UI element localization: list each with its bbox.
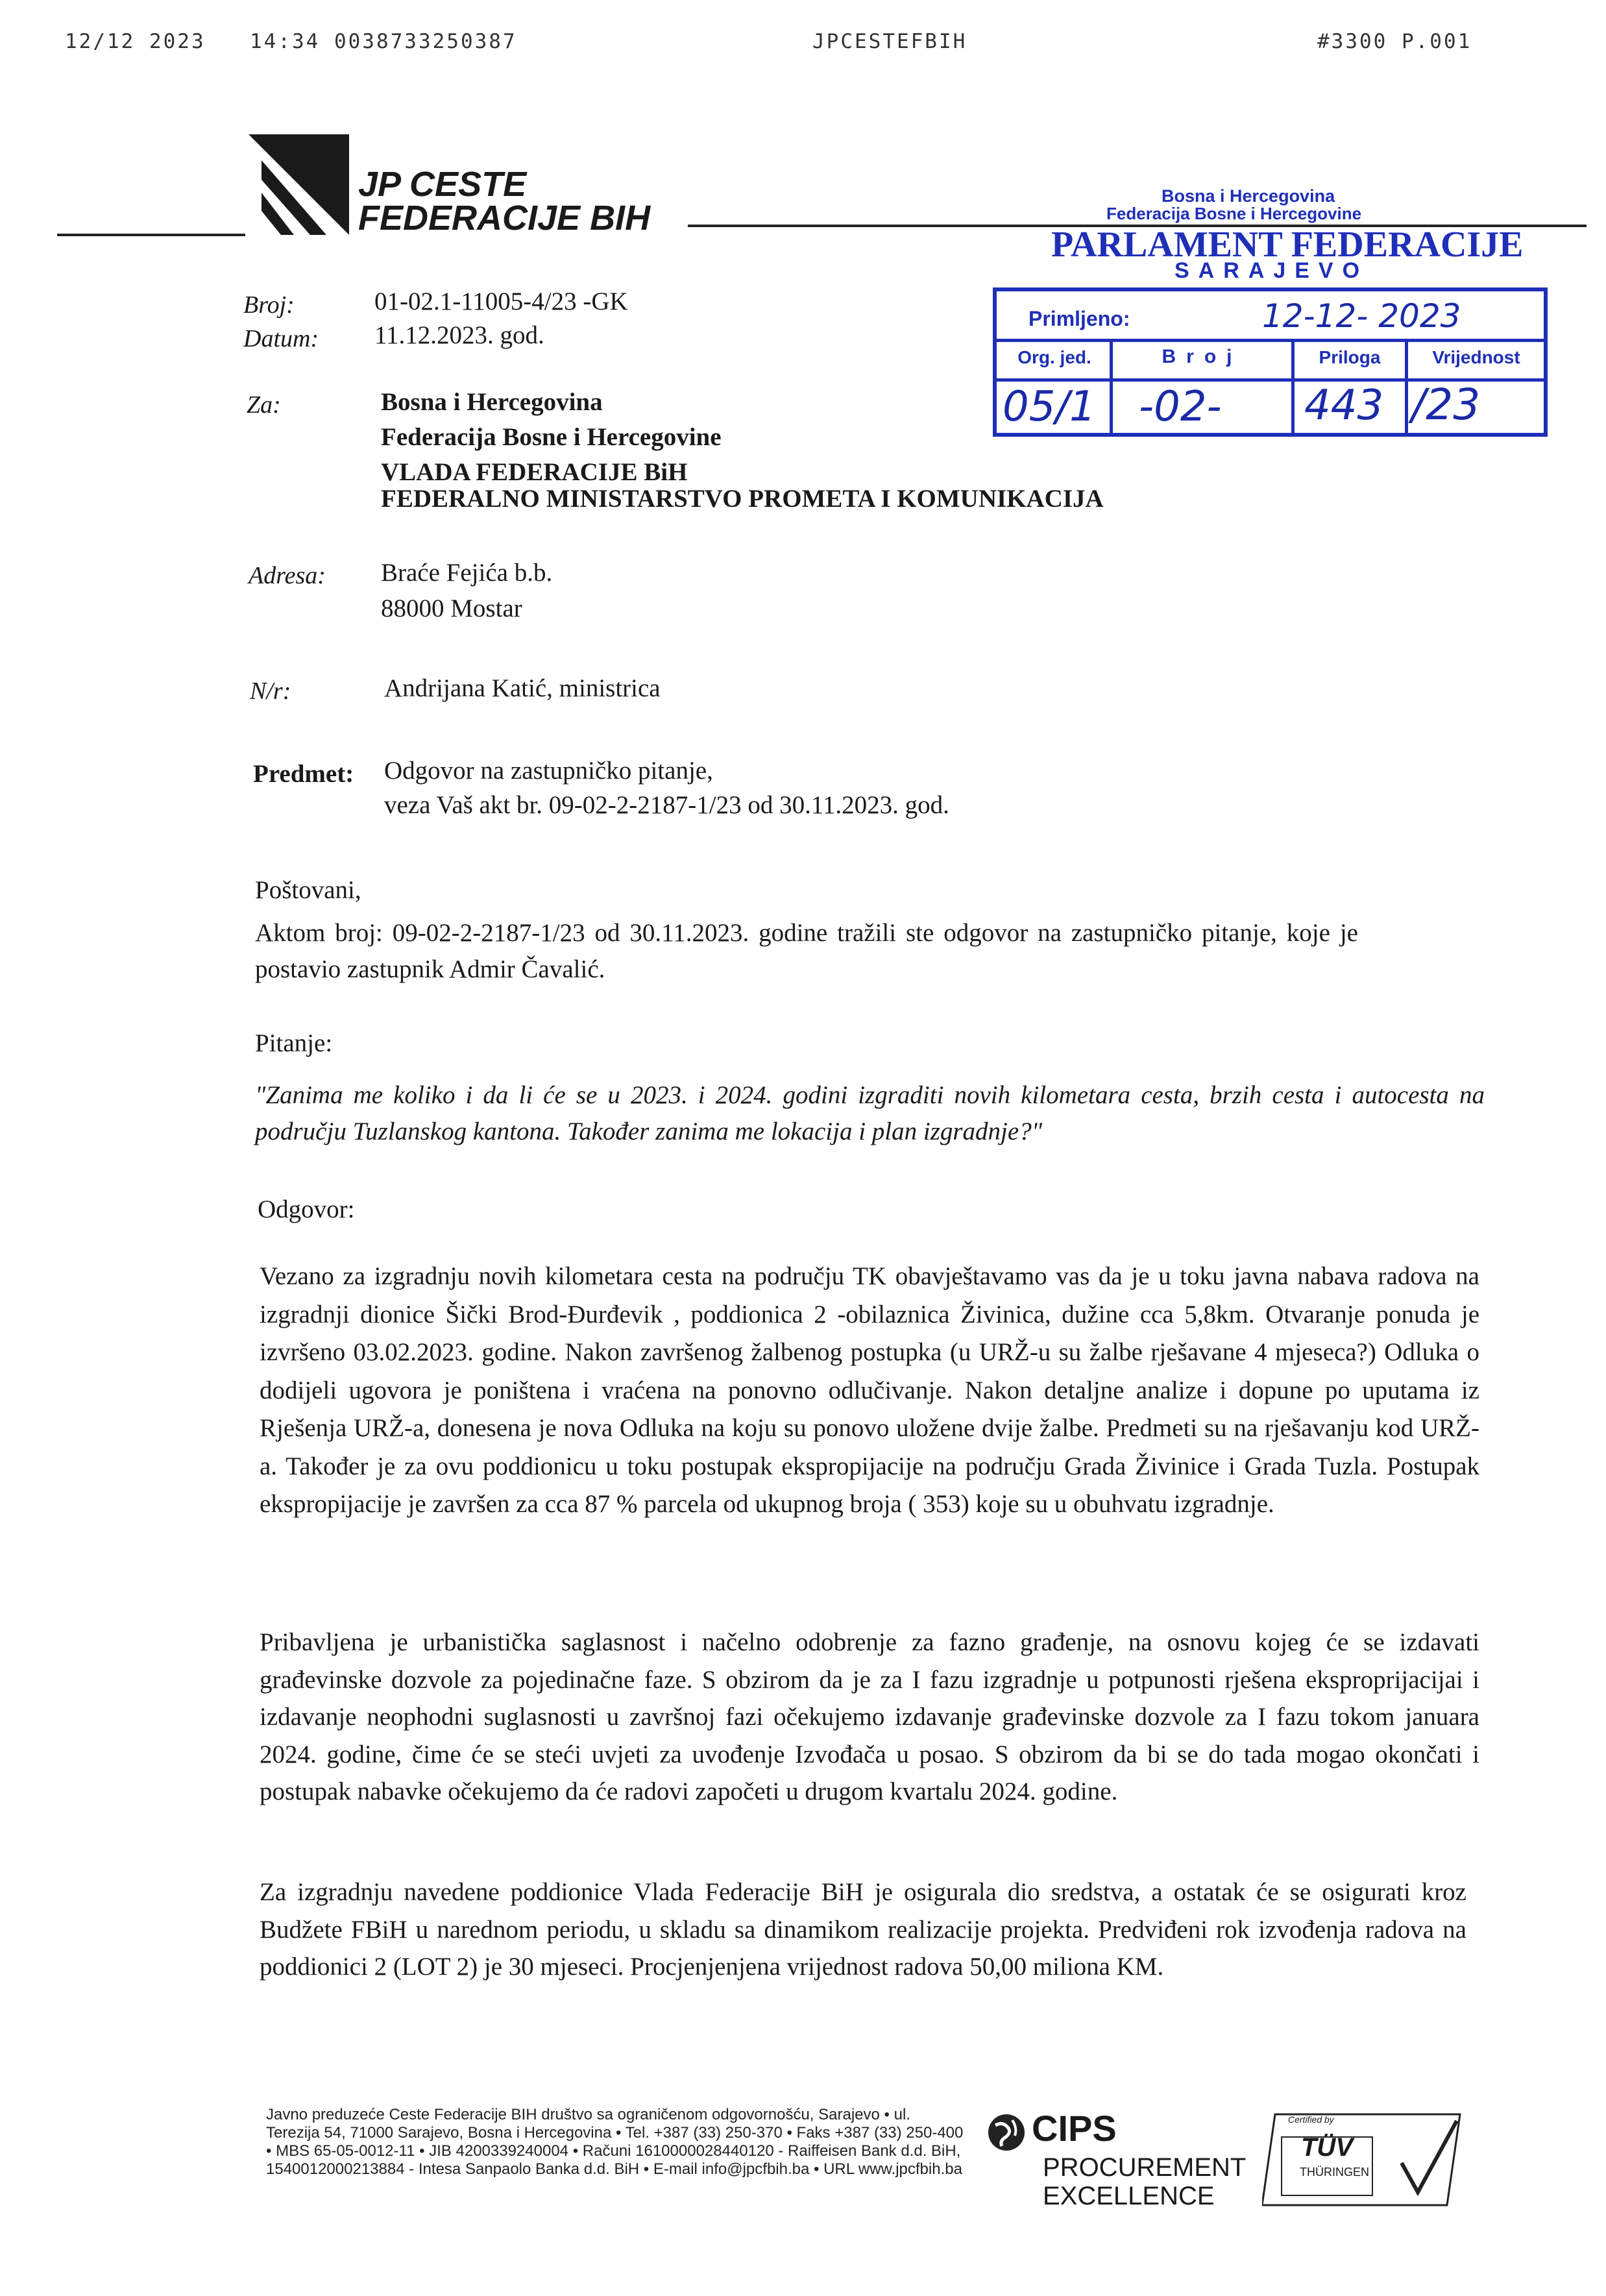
letterhead-line2: FEDERACIJE BIH <box>358 199 651 238</box>
footer-company-info: Javno preduzeće Ceste Federacije BIH društvo sa ograničenom odgovornošću, Sarajevo • ul. Terezija 54, 71000 Sarajevo, Bosna i Hercegovina • Tel. +387 (33) 250-370 • Faks +387 (33) 250-400 • MBS 65-05-0012-11 • JIB 4200339240004 • Računi 1610000028440120 - Raiffeisen Bank d.d. BiH, 1540012000213884 - Intesa Sanpaolo Banka d.d. BiH • E-mail info@jpcfbih.ba • URL www.jpcfbih.ba <box>266 2106 964 2178</box>
fax-sender: JPCESTEFBIH <box>812 30 967 53</box>
adresa-label: Adresa: <box>249 562 326 589</box>
nr-label: N/r: <box>250 678 291 705</box>
fax-page: #3300 P.001 <box>1317 30 1472 53</box>
stamp-line1: Bosna i Hercegovina <box>1162 186 1335 206</box>
tuv-region: THÜRINGEN <box>1300 2166 1369 2179</box>
datum-label: Datum: <box>243 325 319 352</box>
cips-procurement: PROCUREMENT <box>1043 2153 1247 2182</box>
adresa-line-2: 88000 Mostar <box>381 594 522 622</box>
broj-value: 01-02.1-11005-4/23 -GK <box>374 287 628 315</box>
tuv-name: TÜV <box>1301 2133 1353 2162</box>
cips-excellence: EXCELLENCE <box>1043 2182 1215 2210</box>
stamp-received-label: Primljeno: <box>1028 307 1130 330</box>
answer-paragraph-1: Vezano za izgradnju novih kilometara cesta na području TK obavještavamo vas da je u toku javna nabava radova na izgradnji dionice Šički Brod-Đurđevik , poddionica 2 -obilaznica Živinica, dužine cca 5,8km. Otvaranje ponuda je izvršeno 03.02.2023. godine. Nakon završenog žalbenog postupka (u URŽ-u su žalbe rješavane 4 mjeseca?) Odluka o dodijeli ugovora je poništena i vraćena na ponovno odlučivanje. Nakon detaljne analize i dopune po uputama iz Rješenja URŽ-a, donesena je nova Odluka na koju su ponovo uložene dvije žalbe. Predmeti su na rješavanju kod URŽ-a. Također je za ovu poddionicu u toku postupak ekspropijacije na području Grada Živinice i Grada Tuzla. Postupak ekspropijacije je završen za cca 87 % parcela od ukupnog broja ( 353) koje su u obuhvatu izgradnje. <box>260 1262 1479 1518</box>
stamp-val-org: 05/1 <box>1003 383 1096 431</box>
za-label: Za: <box>247 391 281 419</box>
stamp-val-vrijednost: /23 <box>1411 380 1481 430</box>
predmet-line-1: Odgovor na zastupničko pitanje, <box>384 757 713 785</box>
answer-paragraph-2: Pribavljena je urbanistička saglasnost i načelno odobrenje za fazno građenje, na osnovu kojeg će se izdavati građevinske dozvole za pojedinačne faze. S obzirom da je za I fazu izgradnje u potpunosti rješena eksproprijacijai i izdavanje neophodni suglasnosti u završnoj fazi očekujemo izdavanje građevinske dozvole za I fazu tokom januara 2024. godine, čime će se steći uvjeti za uvođenje Izvođača u posao. S obzirom da bi se do tada mogao okončati i postupak nabavke očekujemo da će radovi započeti u drugom kvartalu 2024. godine. <box>260 1628 1479 1805</box>
letterhead-rule-left <box>57 234 245 236</box>
stamp-line4: SARAJEVO <box>1174 258 1369 283</box>
stamp-val-broj: -02- <box>1139 383 1222 431</box>
cips-globe-icon <box>986 2112 1027 2153</box>
letterhead-line1: JP CESTE <box>358 165 527 204</box>
stamp-col-prilog: Priloga <box>1319 347 1381 367</box>
stamp-row-divider <box>993 339 1548 342</box>
recipient-line-2: Federacija Bosne i Hercegovine <box>381 423 722 451</box>
predmet-label: Predmet: <box>253 760 354 788</box>
recipient-line-3: VLADA FEDERACIJE BiH <box>381 458 688 486</box>
answer-label: Odgovor: <box>258 1195 355 1223</box>
question-text: "Zanima me koliko i da li će se u 2023. i 2024. godini izgraditi novih kilometara cesta, brzih cesta i autocesta na području Tuzlanskog kantona. Također zanima me lokacija i plan izgradnje?" <box>255 1081 1485 1145</box>
stamp-line3: PARLAMENT FEDERACIJE <box>1051 225 1524 265</box>
nr-value: Andrijana Katić, ministrica <box>384 674 661 702</box>
stamp-col-org: Org. jed. <box>1017 347 1091 367</box>
jp-ceste-road-logo-icon <box>249 134 349 235</box>
recipient-line-1: Bosna i Hercegovina <box>381 388 603 416</box>
fax-date: 12/12 2023 <box>65 30 206 53</box>
adresa-line-1: Braće Fejića b.b. <box>381 559 553 587</box>
stamp-val-prilog: 443 <box>1304 382 1384 430</box>
cips-name: CIPS <box>1032 2108 1117 2149</box>
greeting: Poštovani, <box>255 876 361 904</box>
stamp-col-broj: Broj <box>1162 346 1243 367</box>
stamp-line2: Federacija Bosne i Hercegovine <box>1106 204 1362 223</box>
datum-value: 11.12.2023. god. <box>374 321 544 349</box>
answer-paragraph-3: Za izgradnju navedene poddionice Vlada Federacije BiH je osigurala dio sredstva, a ostatak će se osigurati kroz Budžete FBiH u narednom periodu, u skladu sa dinamikom realizacije projekta. Predviđeni rok izvođenja radova na poddionici 2 (LOT 2) je 30 mjeseci. Procjenjenjena vrijednost radova 50,00 miliona KM. <box>260 1878 1466 1981</box>
stamp-received-date: 12-12- 2023 <box>1262 297 1461 335</box>
broj-label: Broj: <box>243 291 295 319</box>
recipient-line-4: FEDERALNO MINISTARSTVO PROMETA I KOMUNIKACIJA <box>381 485 1104 513</box>
question-label: Pitanje: <box>255 1029 333 1057</box>
predmet-line-2: veza Vaš akt br. 09-02-2-2187-1/23 od 30.11.2023. god. <box>384 791 949 819</box>
tuv-certified-by: Certified by <box>1288 2114 1334 2125</box>
intro-paragraph: Aktom broj: 09-02-2-2187-1/23 od 30.11.2023. godine tražili ste odgovor na zastupničko pitanje, koje je postavio zastupnik Admir Čavalić. <box>255 919 1358 983</box>
stamp-col-vrijednost: Vrijednost <box>1432 347 1520 367</box>
fax-time-number: 14:34 0038733250387 <box>250 30 517 53</box>
